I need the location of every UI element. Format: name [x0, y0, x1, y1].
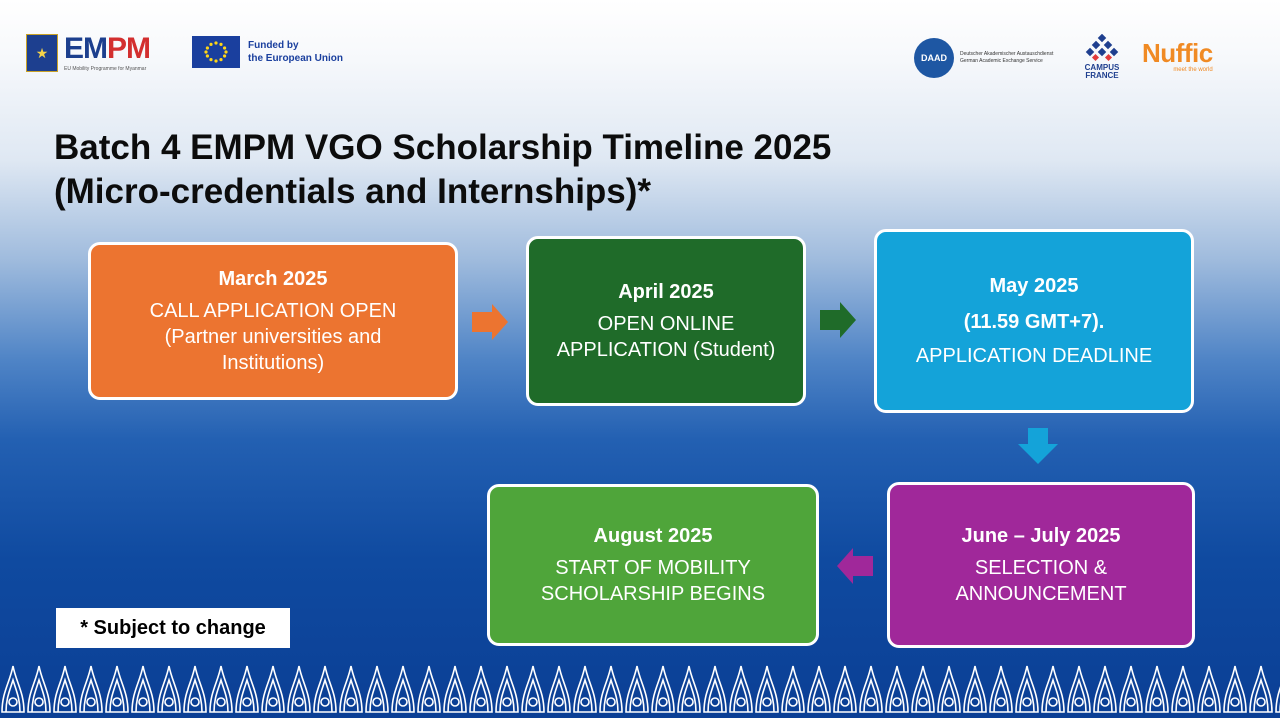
pattern-motif [184, 666, 206, 712]
pattern-motif [1172, 666, 1194, 712]
pattern-motif [1224, 666, 1246, 712]
pattern-motif [1198, 666, 1220, 712]
step-date: April 2025 [618, 281, 714, 303]
pattern-motif [1016, 666, 1038, 712]
subject-to-change-note: * Subject to change [56, 608, 290, 648]
arrow-down-icon [1016, 426, 1060, 466]
pattern-motif [834, 666, 856, 712]
daad-line2: German Academic Exchange Service [960, 58, 1043, 64]
pattern-motif [782, 666, 804, 712]
pattern-motif [1094, 666, 1116, 712]
empm-shield-icon: ★ [26, 34, 58, 72]
pattern-motif [860, 666, 882, 712]
step-date: June – July 2025 [961, 525, 1121, 547]
pattern-motif [340, 666, 362, 712]
step-text: ANNOUNCEMENT [955, 583, 1127, 605]
empm-logo [26, 34, 166, 74]
pattern-motif [1146, 666, 1168, 712]
pattern-motif [496, 666, 518, 712]
pattern-motif [600, 666, 622, 712]
step-text: Institutions) [221, 352, 325, 374]
pattern-motif [288, 666, 310, 712]
pattern-motif [990, 666, 1012, 712]
decorative-border-pattern [0, 656, 1280, 718]
pattern-motif [626, 666, 648, 712]
daad-line1: Deutscher Akademischer Austauschdienst [960, 51, 1054, 57]
arrow-right-icon [470, 302, 510, 342]
pattern-motif [210, 666, 232, 712]
step-date: March 2025 [218, 268, 328, 290]
pattern-motif [262, 666, 284, 712]
timeline-step-april [526, 236, 806, 406]
pattern-motif [1068, 666, 1090, 712]
pattern-motif [444, 666, 466, 712]
nuffic-tagline: meet the world [1173, 67, 1213, 73]
pattern-motif [418, 666, 440, 712]
eu-funding-logo [192, 36, 343, 68]
timeline-step-march [88, 242, 458, 400]
page-title [54, 126, 954, 214]
step-text: APPLICATION (Student) [556, 339, 776, 361]
title-line1: Batch 4 EMPM VGO Scholarship Timeline 2025 [54, 128, 832, 167]
step-text: SCHOLARSHIP BEGINS [540, 583, 766, 605]
timeline-step-august [487, 484, 819, 646]
campus-france-diamond-icon [1082, 34, 1122, 62]
pattern-motif [522, 666, 544, 712]
pattern-motif [548, 666, 570, 712]
pattern-motif [1276, 666, 1280, 712]
step-date: May 2025 [989, 275, 1079, 297]
pattern-motif [2, 666, 24, 712]
pattern-motif [886, 666, 908, 712]
step-date: August 2025 [593, 525, 713, 547]
pattern-motif [28, 666, 50, 712]
pattern-motif [652, 666, 674, 712]
step-text: SELECTION & [974, 557, 1108, 579]
pattern-motif [704, 666, 726, 712]
daad-logo [914, 38, 1053, 78]
pattern-motif [80, 666, 102, 712]
eu-flag-icon [192, 36, 240, 68]
pattern-motif [808, 666, 830, 712]
pattern-motif [912, 666, 934, 712]
campus-france-logo [1078, 34, 1126, 80]
step-text: START OF MOBILITY [555, 557, 751, 579]
nuffic-logo-text: Nuffic [1142, 38, 1213, 68]
pattern-motif [54, 666, 76, 712]
campus-france-line1: CAMPUS [1084, 63, 1120, 72]
pattern-motif [132, 666, 154, 712]
step-text: CALL APPLICATION OPEN [149, 300, 397, 322]
pattern-motif [314, 666, 336, 712]
pattern-motif [158, 666, 180, 712]
daad-mark: DAAD [914, 38, 954, 78]
pattern-motif [392, 666, 414, 712]
pattern-motif [106, 666, 128, 712]
step-text: OPEN ONLINE [597, 313, 735, 335]
eu-funded-line2: the European Union [248, 53, 343, 64]
pattern-motif [366, 666, 388, 712]
pattern-motif [938, 666, 960, 712]
empm-logo-text-part2: PM [107, 32, 150, 65]
pattern-motif [1042, 666, 1064, 712]
pattern-motif [236, 666, 258, 712]
timeline-step-june-july [887, 482, 1195, 648]
title-line2: (Micro-credentials and Internships)* [54, 172, 652, 211]
pattern-motif [470, 666, 492, 712]
step-text: (Partner universities and [164, 326, 382, 348]
pattern-motif [756, 666, 778, 712]
pattern-motif [574, 666, 596, 712]
pattern-motif [730, 666, 752, 712]
nuffic-logo [1142, 40, 1213, 73]
pattern-motif [1120, 666, 1142, 712]
timeline-step-may [874, 229, 1194, 413]
pattern-motif [964, 666, 986, 712]
pattern-motif [1250, 666, 1272, 712]
campus-france-line2: FRANCE [1085, 71, 1119, 80]
step-text: APPLICATION DEADLINE [915, 345, 1153, 367]
pattern-motif [678, 666, 700, 712]
step-text: (11.59 GMT+7). [963, 311, 1105, 333]
eu-funded-line1: Funded by [248, 40, 299, 51]
empm-logo-text-part1: EM [64, 32, 107, 65]
arrow-right-icon [818, 300, 858, 340]
arrow-left-icon [835, 546, 875, 586]
empm-logo-subtitle: EU Mobility Programme for Myanmar [64, 66, 147, 72]
